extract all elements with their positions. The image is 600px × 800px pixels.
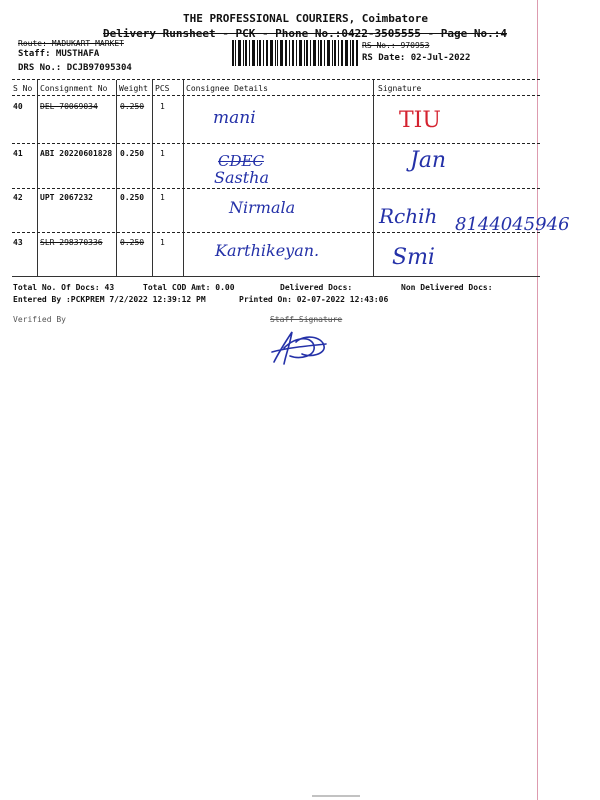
scan-edge-line [537, 0, 538, 800]
row-signature-handwritten: Jan [410, 148, 447, 173]
row-weight: 0.250 [120, 102, 145, 111]
rs-date: RS Date: 02-Jul-2022 [362, 53, 471, 63]
rs-number: RS No.: 970953 [362, 41, 430, 50]
row-sno: 41 [13, 149, 23, 158]
row-weight: 0.250 [120, 238, 145, 247]
table-header-rule [12, 95, 540, 96]
col-header-signature: Signature [378, 84, 422, 93]
row-rule [12, 143, 540, 144]
row-consignee-handwritten: Sastha [214, 168, 269, 187]
row-pcs: 1 [160, 193, 165, 202]
total-docs: Total No. Of Docs: 43 [13, 283, 115, 292]
scan-smudge [312, 795, 360, 797]
row-signature-handwritten: Rchih [379, 204, 438, 228]
row-consignee-handwritten: Nirmala [229, 198, 296, 217]
staff-label: Staff: MUSTHAFA [18, 49, 100, 59]
delivered-docs: Delivered Docs: [280, 283, 353, 292]
row-phone-handwritten: 8144045946 [455, 214, 570, 235]
barcode [232, 40, 358, 66]
row-consignment: SLR 298370336 [40, 238, 103, 247]
verified-by-label: Verified By [13, 315, 66, 324]
row-consignment: UPT 2067232 [40, 193, 93, 202]
row-weight: 0.250 [120, 193, 145, 202]
col-divider [116, 80, 117, 276]
runsheet-subtitle: Delivery Runsheet - PCK - Phone No.:0422-3505555 - Page No.:4 [103, 27, 507, 40]
row-consignee-handwritten: mani [213, 108, 256, 128]
col-header-pcs: PCS [155, 84, 170, 93]
table-top-rule [12, 79, 540, 80]
staff-signature-label: Staff Signature [270, 315, 343, 324]
row-sno: 43 [13, 238, 23, 247]
total-cod: Total COD Amt: 0.00 [143, 283, 235, 292]
col-divider [373, 80, 374, 276]
row-consignee-struck: CDEC [218, 152, 264, 170]
row-weight: 0.250 [120, 149, 145, 158]
row-sno: 42 [13, 193, 23, 202]
col-divider [152, 80, 153, 276]
col-header-weight: Weight [119, 84, 148, 93]
row-pcs: 1 [160, 238, 165, 247]
printed-on: Printed On: 02-07-2022 12:43:06 [239, 295, 389, 304]
row-signature-handwritten: TIU [399, 108, 441, 133]
row-pcs: 1 [160, 149, 165, 158]
row-sno: 40 [13, 102, 23, 111]
row-rule [12, 188, 540, 189]
col-header-consignment: Consignment No [40, 84, 108, 93]
row-pcs: 1 [160, 102, 165, 111]
col-header-consignee: Consignee Details [186, 84, 268, 93]
table-bottom-rule [12, 276, 540, 277]
row-signature-handwritten: Smi [392, 245, 435, 270]
row-rule [12, 232, 540, 233]
row-consignee-handwritten: Karthikeyan. [215, 241, 320, 260]
company-title: THE PROFESSIONAL COURIERS, Coimbatore [183, 12, 429, 25]
non-delivered-docs: Non Delivered Docs: [401, 283, 493, 292]
staff-signature-scribble [266, 326, 330, 368]
drs-label: DRS No.: DCJB97095304 [18, 63, 132, 73]
col-divider [183, 80, 184, 276]
row-consignment: DEL 70069034 [40, 102, 98, 111]
route-label: Route: MADUKART MARKET [18, 39, 124, 48]
row-consignment: ABI 20220601828 [40, 149, 113, 158]
entered-by: Entered By :PCKPREM 7/2/2022 12:39:12 PM [13, 295, 206, 304]
col-divider [37, 80, 38, 276]
col-header-sno: S No [13, 84, 33, 93]
